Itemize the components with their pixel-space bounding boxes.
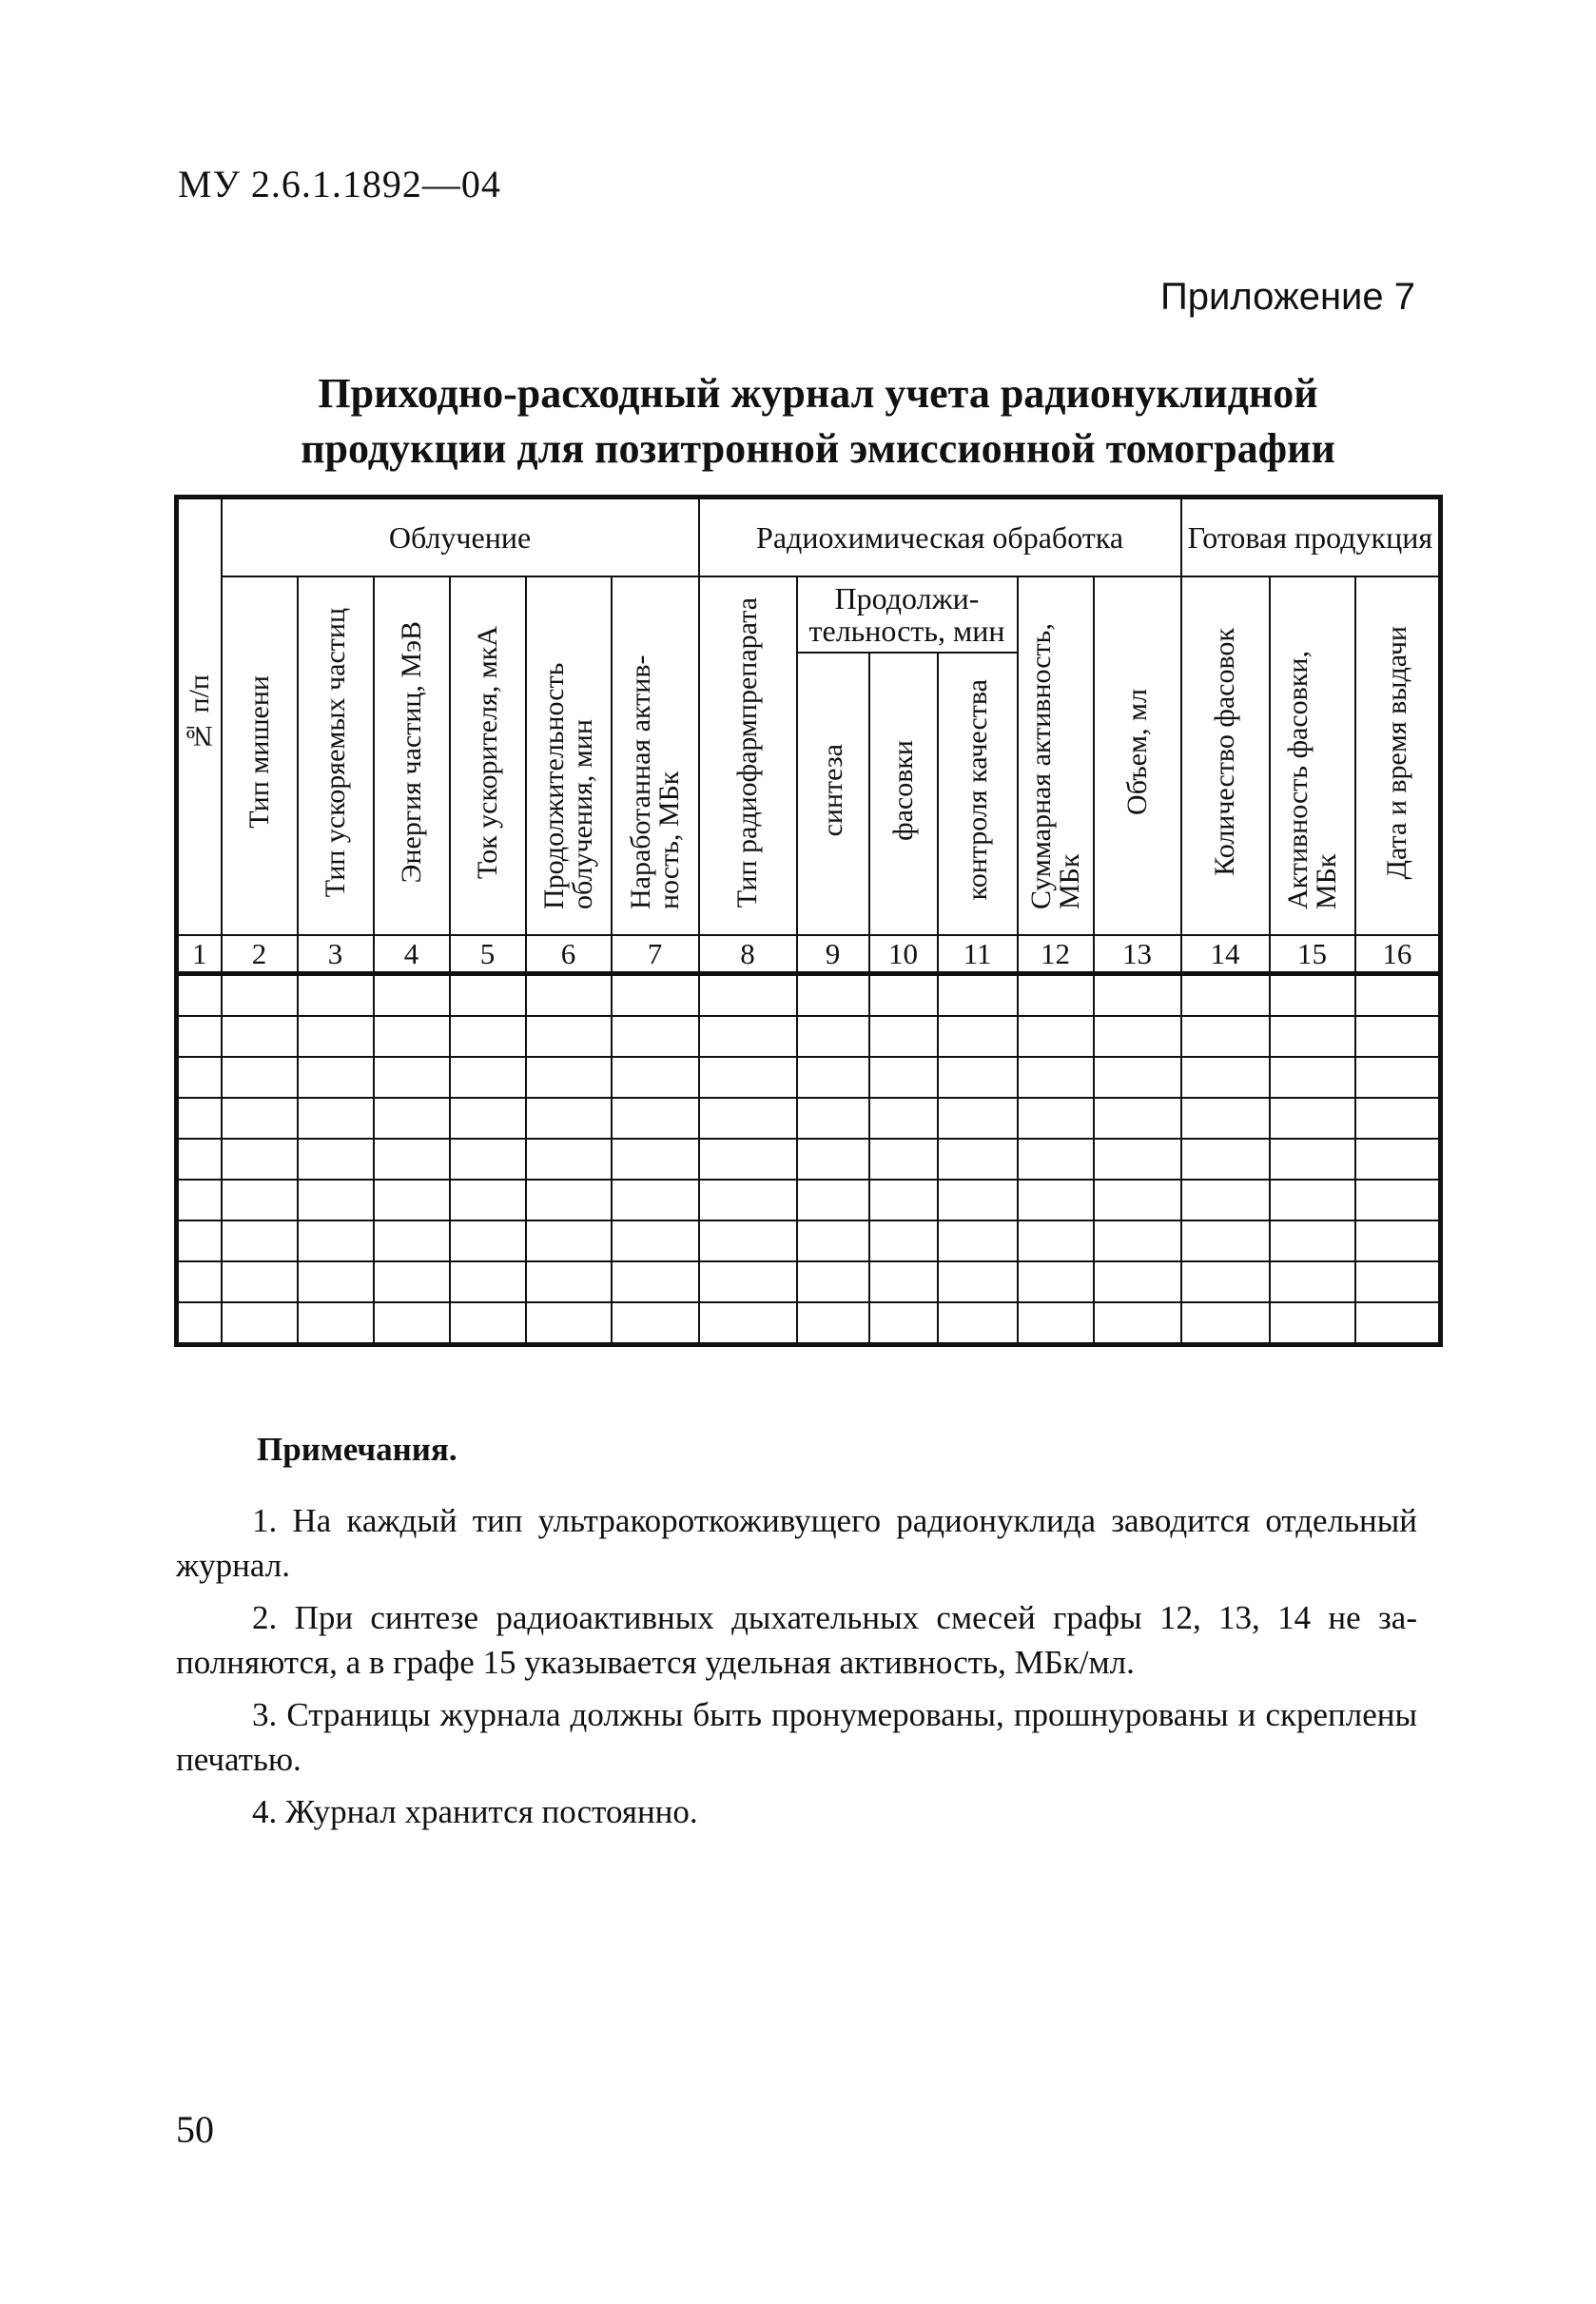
table-cell bbox=[1018, 1302, 1094, 1345]
table-cell bbox=[526, 974, 612, 1017]
col-portion-count bbox=[1181, 576, 1270, 935]
col-label: Тип мишени bbox=[243, 675, 275, 830]
col-label: контроля качества bbox=[961, 679, 993, 901]
table-cell bbox=[374, 1139, 450, 1180]
table-cell bbox=[612, 1057, 699, 1098]
table-cell bbox=[1181, 974, 1270, 1017]
journal-table bbox=[174, 495, 1443, 1347]
table-cell bbox=[1094, 1220, 1181, 1261]
table-cell bbox=[1094, 974, 1181, 1017]
table-cell bbox=[450, 974, 526, 1017]
table-cell bbox=[938, 1180, 1018, 1220]
table-cell bbox=[1018, 1098, 1094, 1139]
notes-section bbox=[176, 1427, 1417, 1842]
table-cell bbox=[1270, 1220, 1355, 1261]
table-cell bbox=[177, 1057, 222, 1098]
table-cell bbox=[1355, 1180, 1441, 1220]
title-line-1: Приходно-расходный журнал учета радионуклидной bbox=[318, 370, 1318, 417]
col-total-activity bbox=[1018, 576, 1094, 935]
table-cell bbox=[1094, 1139, 1181, 1180]
table-cell bbox=[374, 974, 450, 1017]
table-cell bbox=[374, 1220, 450, 1261]
col-label: фасовки bbox=[886, 739, 919, 841]
table-cell bbox=[177, 1220, 222, 1261]
col-irradiation-duration bbox=[526, 576, 612, 935]
table-cell bbox=[1018, 1016, 1094, 1057]
col-particle-energy bbox=[374, 576, 450, 935]
table-cell bbox=[938, 1220, 1018, 1261]
col-row-number bbox=[177, 498, 222, 936]
table-cell bbox=[450, 1220, 526, 1261]
group-irradiation: Облучение bbox=[222, 498, 699, 577]
column-number-cell: 5 bbox=[450, 935, 526, 973]
table-cell bbox=[612, 1302, 699, 1345]
table-row bbox=[177, 1057, 1441, 1098]
note-item: 4. Журнал хранится постоянно. bbox=[252, 1793, 698, 1830]
table-cell bbox=[938, 1302, 1018, 1345]
table-cell bbox=[1018, 974, 1094, 1017]
table-cell bbox=[869, 1302, 938, 1345]
table-cell bbox=[869, 1139, 938, 1180]
table-cell bbox=[699, 1016, 797, 1057]
table-cell bbox=[869, 1016, 938, 1057]
table-cell bbox=[1355, 1302, 1441, 1345]
appendix-label: Приложение 7 bbox=[1160, 276, 1415, 318]
table-cell bbox=[222, 1098, 298, 1139]
table-cell bbox=[1355, 1220, 1441, 1261]
table-cell bbox=[1181, 1261, 1270, 1302]
col-issue-datetime bbox=[1355, 576, 1441, 935]
table-cell bbox=[222, 1016, 298, 1057]
table-cell bbox=[222, 1057, 298, 1098]
table-cell bbox=[1018, 1180, 1094, 1220]
table-cell bbox=[869, 1220, 938, 1261]
table-row bbox=[177, 1016, 1441, 1057]
table-cell bbox=[1270, 1098, 1355, 1139]
notes-heading: Примечания. bbox=[257, 1431, 457, 1468]
col-label: Суммарная активность, МБк bbox=[1024, 622, 1085, 909]
table-cell bbox=[797, 1261, 869, 1302]
column-number-cell: 1 bbox=[177, 935, 222, 973]
table-cell bbox=[298, 1302, 374, 1345]
col-label: Дата и время выдачи bbox=[1380, 625, 1412, 879]
table-cell bbox=[938, 1139, 1018, 1180]
table-cell bbox=[699, 1180, 797, 1220]
table-cell bbox=[298, 1180, 374, 1220]
table-cell bbox=[1355, 1016, 1441, 1057]
table-row bbox=[177, 1098, 1441, 1139]
table-cell bbox=[1355, 1057, 1441, 1098]
column-number-cell: 9 bbox=[797, 935, 869, 973]
table-cell bbox=[374, 1016, 450, 1057]
table-cell bbox=[177, 1016, 222, 1057]
table-cell bbox=[526, 1057, 612, 1098]
table-cell bbox=[1181, 1057, 1270, 1098]
title-line-2: продукции для позитронной эмиссионной томографии bbox=[301, 425, 1335, 472]
table-cell bbox=[1094, 1180, 1181, 1220]
table-cell bbox=[450, 1057, 526, 1098]
table-cell bbox=[1094, 1016, 1181, 1057]
col-label: Тип радиофармпрепарата bbox=[731, 596, 763, 908]
column-number-cell: 11 bbox=[938, 935, 1018, 973]
table-cell bbox=[177, 1180, 222, 1220]
table-cell bbox=[938, 1057, 1018, 1098]
col-radiopharmaceutical-type bbox=[699, 576, 797, 935]
table-cell bbox=[222, 1220, 298, 1261]
table-cell bbox=[1018, 1220, 1094, 1261]
column-number-cell: 13 bbox=[1094, 935, 1181, 973]
table-cell bbox=[699, 1302, 797, 1345]
table-cell bbox=[1270, 1016, 1355, 1057]
table-cell bbox=[298, 1220, 374, 1261]
table-cell bbox=[177, 1261, 222, 1302]
table-cell bbox=[1018, 1139, 1094, 1180]
table-cell bbox=[450, 1098, 526, 1139]
column-number-cell: 6 bbox=[526, 935, 612, 973]
table-cell bbox=[1018, 1261, 1094, 1302]
column-number-cell: 3 bbox=[298, 935, 374, 973]
table-cell bbox=[1270, 974, 1355, 1017]
table-cell bbox=[374, 1057, 450, 1098]
table-cell bbox=[938, 1016, 1018, 1057]
column-number-cell: 7 bbox=[612, 935, 699, 973]
col-packaging bbox=[869, 653, 938, 935]
table-row bbox=[177, 1180, 1441, 1220]
group-radiochemical-processing: Радиохимическая обработка bbox=[699, 498, 1181, 577]
table-cell bbox=[177, 1139, 222, 1180]
table-cell bbox=[526, 1302, 612, 1345]
column-number-cell: 14 bbox=[1181, 935, 1270, 973]
journal-title bbox=[190, 366, 1446, 477]
table-cell bbox=[177, 974, 222, 1017]
table-cell bbox=[869, 1057, 938, 1098]
table-cell bbox=[298, 974, 374, 1017]
col-quality-control bbox=[938, 653, 1018, 935]
table-cell bbox=[222, 1261, 298, 1302]
table-cell bbox=[298, 1057, 374, 1098]
table-cell bbox=[526, 1098, 612, 1139]
col-target-type bbox=[222, 576, 298, 935]
table-cell bbox=[797, 1098, 869, 1139]
table-cell bbox=[1018, 1057, 1094, 1098]
col-volume bbox=[1094, 576, 1181, 935]
table-cell bbox=[222, 1180, 298, 1220]
table-row bbox=[177, 974, 1441, 1017]
table-cell bbox=[177, 1098, 222, 1139]
col-label: Продолжительность облучения, мин bbox=[537, 662, 598, 909]
column-number-cell: 16 bbox=[1355, 935, 1441, 973]
table-cell bbox=[1181, 1302, 1270, 1345]
table-cell bbox=[1181, 1016, 1270, 1057]
table-cell bbox=[298, 1098, 374, 1139]
table-cell bbox=[526, 1220, 612, 1261]
table-cell bbox=[450, 1302, 526, 1345]
group-duration: Продолжительность, мин bbox=[797, 576, 1018, 653]
table-cell bbox=[797, 1016, 869, 1057]
table-cell bbox=[699, 1057, 797, 1098]
table-cell bbox=[374, 1261, 450, 1302]
document-code: МУ 2.6.1.1892—04 bbox=[178, 163, 501, 205]
col-particle-type bbox=[298, 576, 374, 935]
table-cell bbox=[797, 1180, 869, 1220]
table-cell bbox=[612, 1098, 699, 1139]
table-row bbox=[177, 1261, 1441, 1302]
table-cell bbox=[797, 1220, 869, 1261]
column-number-cell: 2 bbox=[222, 935, 298, 973]
table-cell bbox=[612, 1180, 699, 1220]
column-number-row bbox=[177, 935, 1441, 973]
table-cell bbox=[612, 974, 699, 1017]
table-cell bbox=[177, 1302, 222, 1345]
col-row-number-label: № п/п bbox=[183, 674, 215, 752]
table-cell bbox=[450, 1261, 526, 1302]
table-cell bbox=[450, 1180, 526, 1220]
note-item: 2. При синтезе радиоактивных дыхательных смесей графы 12, 13, 14 не заполняются, а в графе 15 указывается удельная активность, МБк/мл. bbox=[176, 1599, 1417, 1681]
col-label: синтеза bbox=[816, 743, 848, 837]
table-cell bbox=[1181, 1180, 1270, 1220]
note-item: 3. Страницы журнала должны быть пронумерованы, прошнурованы и скреплены печатью. bbox=[176, 1696, 1417, 1778]
table-cell bbox=[869, 1180, 938, 1220]
table-cell bbox=[1094, 1057, 1181, 1098]
table-cell bbox=[450, 1016, 526, 1057]
table-cell bbox=[298, 1261, 374, 1302]
table-cell bbox=[797, 1139, 869, 1180]
table-cell bbox=[1355, 1261, 1441, 1302]
col-label: Объем, мл bbox=[1120, 689, 1153, 816]
note-item: 1. На каждый тип ультракороткоживущего радионуклида заводится отдельный журнал. bbox=[176, 1502, 1417, 1584]
table-cell bbox=[1270, 1261, 1355, 1302]
table-cell bbox=[298, 1139, 374, 1180]
group-finished-product: Готовая продукция bbox=[1181, 498, 1441, 577]
table-cell bbox=[612, 1220, 699, 1261]
col-produced-activity bbox=[612, 576, 699, 935]
table-cell bbox=[222, 974, 298, 1017]
table-cell bbox=[1094, 1261, 1181, 1302]
col-label: Наработанная активность, МБк bbox=[624, 654, 685, 909]
col-portion-activity bbox=[1270, 576, 1355, 935]
column-number-cell: 4 bbox=[374, 935, 450, 973]
col-label: Ток ускорителя, мкА bbox=[471, 625, 503, 879]
col-label: Активность фасовки, МБк bbox=[1281, 650, 1342, 909]
table-cell bbox=[699, 1220, 797, 1261]
col-label: Тип ускоряемых частиц bbox=[319, 607, 351, 897]
table-cell bbox=[1094, 1098, 1181, 1139]
table-cell bbox=[526, 1016, 612, 1057]
table-cell bbox=[1355, 974, 1441, 1017]
table-cell bbox=[612, 1261, 699, 1302]
table-cell bbox=[526, 1139, 612, 1180]
table-cell bbox=[699, 1261, 797, 1302]
table-cell bbox=[526, 1261, 612, 1302]
table-cell bbox=[869, 1098, 938, 1139]
table-cell bbox=[1094, 1302, 1181, 1345]
table-cell bbox=[938, 1098, 1018, 1139]
table-cell bbox=[797, 1302, 869, 1345]
table-cell bbox=[699, 974, 797, 1017]
table-cell bbox=[526, 1180, 612, 1220]
table-cell bbox=[1270, 1057, 1355, 1098]
table-cell bbox=[1355, 1139, 1441, 1180]
table-cell bbox=[1181, 1220, 1270, 1261]
table-cell bbox=[298, 1016, 374, 1057]
table-cell bbox=[612, 1139, 699, 1180]
column-number-cell: 8 bbox=[699, 935, 797, 973]
table-cell bbox=[1270, 1180, 1355, 1220]
table-cell bbox=[222, 1139, 298, 1180]
table-cell bbox=[1355, 1098, 1441, 1139]
table-cell bbox=[797, 974, 869, 1017]
col-accelerator-current bbox=[450, 576, 526, 935]
table-cell bbox=[938, 1261, 1018, 1302]
table-cell bbox=[450, 1139, 526, 1180]
table-cell bbox=[222, 1302, 298, 1345]
table-cell bbox=[1270, 1302, 1355, 1345]
table-cell bbox=[938, 974, 1018, 1017]
table-cell bbox=[797, 1057, 869, 1098]
col-label: Энергия частиц, МэВ bbox=[395, 621, 427, 884]
table-row bbox=[177, 1139, 1441, 1180]
page-number: 50 bbox=[176, 2108, 214, 2151]
table-cell bbox=[374, 1180, 450, 1220]
table-cell bbox=[374, 1302, 450, 1345]
col-synthesis bbox=[797, 653, 869, 935]
table-row bbox=[177, 1220, 1441, 1261]
table-cell bbox=[869, 974, 938, 1017]
table-cell bbox=[374, 1098, 450, 1139]
col-label: Количество фасовок bbox=[1209, 628, 1241, 877]
table-cell bbox=[699, 1098, 797, 1139]
table-cell bbox=[1181, 1098, 1270, 1139]
column-number-cell: 15 bbox=[1270, 935, 1355, 973]
table-cell bbox=[699, 1139, 797, 1180]
table-cell bbox=[1270, 1139, 1355, 1180]
table-row bbox=[177, 1302, 1441, 1345]
table-cell bbox=[869, 1261, 938, 1302]
column-number-cell: 12 bbox=[1018, 935, 1094, 973]
table-cell bbox=[1181, 1139, 1270, 1180]
table-cell bbox=[612, 1016, 699, 1057]
column-number-cell: 10 bbox=[869, 935, 938, 973]
